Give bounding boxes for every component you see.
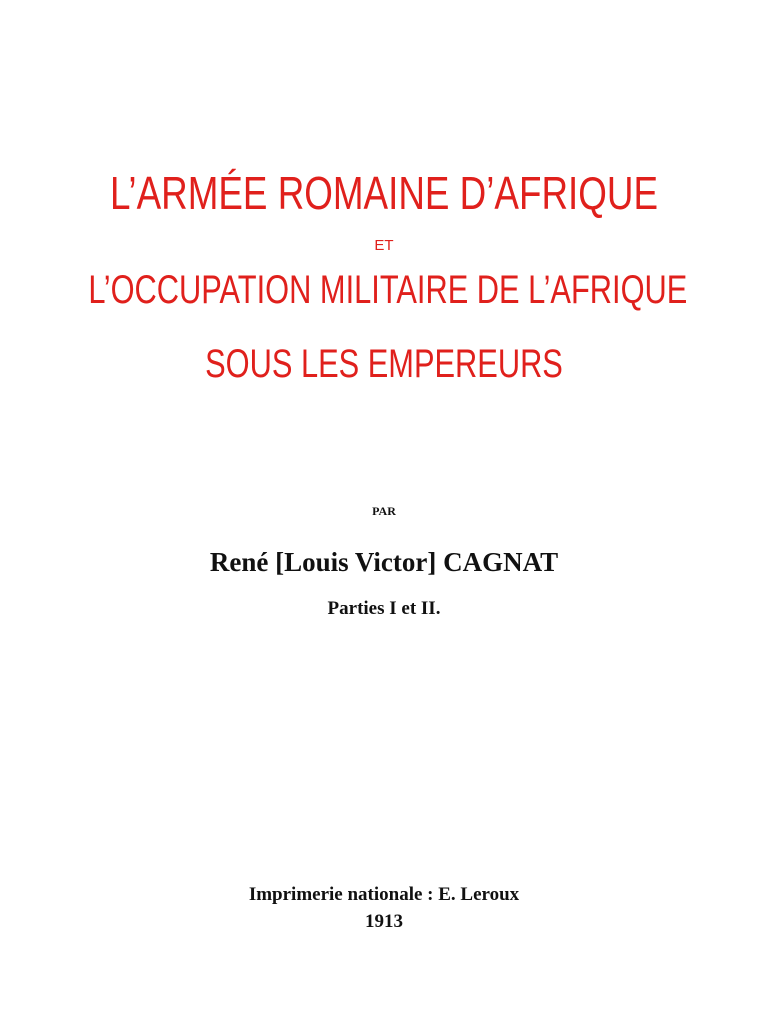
by-label: PAR <box>372 504 396 518</box>
publication-year: 1913 <box>365 911 403 932</box>
title-conjunction: ET <box>374 237 394 254</box>
parts-label: Parties I et II. <box>327 598 441 619</box>
publisher-line: Imprimerie nationale : E. Leroux <box>248 884 520 905</box>
title-line-1: L’ARMÉE ROMAINE D’AFRIQUE <box>109 167 658 219</box>
title-line-2: L’OCCUPATION MILITAIRE DE L’AFRIQUE <box>88 268 688 312</box>
author-name: René [Louis Victor] CAGNAT <box>209 547 559 577</box>
title-line-3: SOUS LES EMPEREURS <box>205 342 563 386</box>
